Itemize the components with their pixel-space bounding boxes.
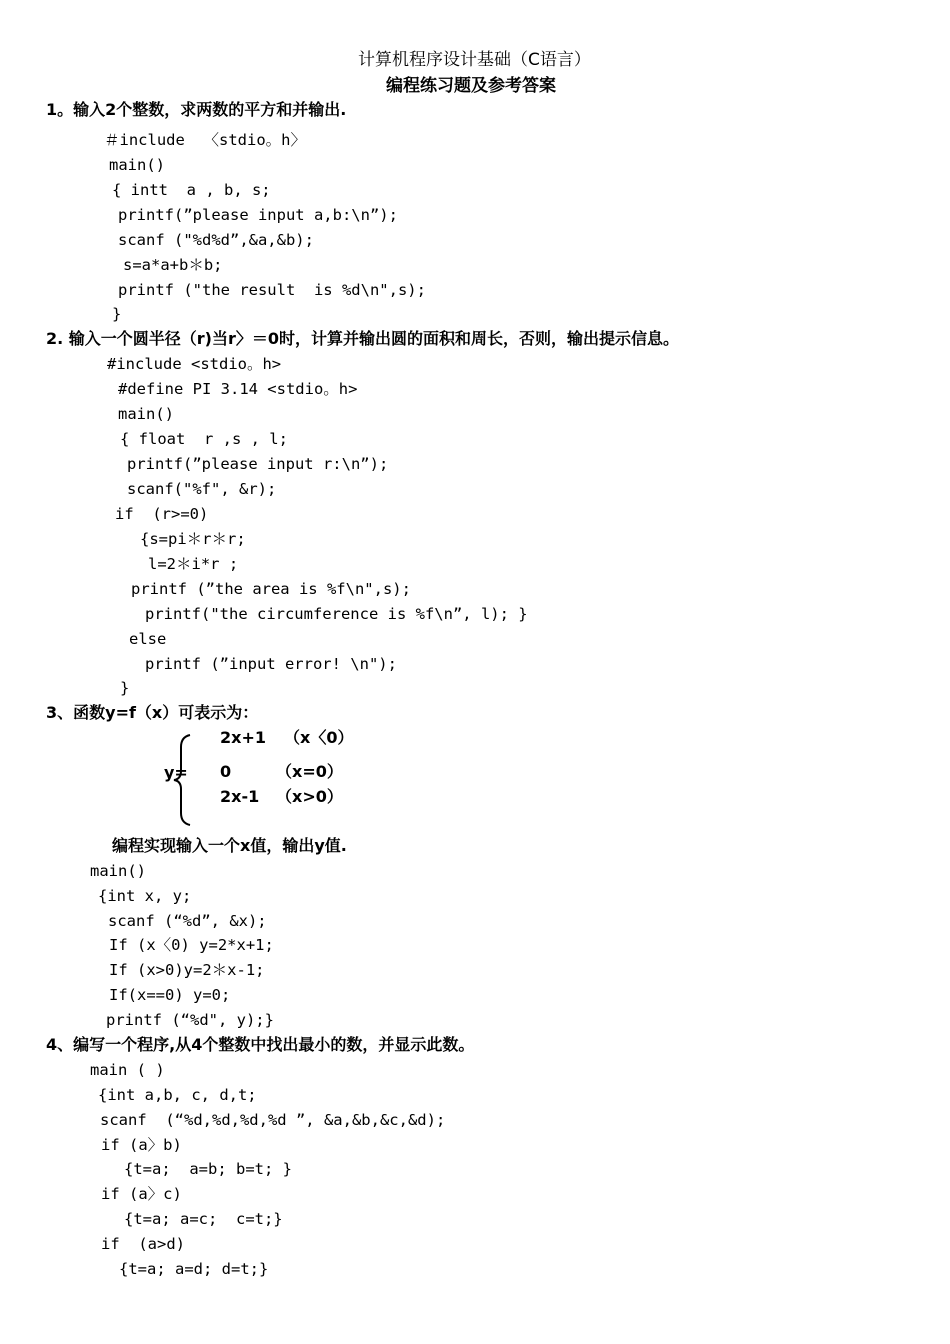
- page-title: 计算机程序设计基础（C语言）: [358, 50, 591, 70]
- piecewise-cond: （x>0）: [276, 787, 343, 806]
- code-line: #define PI 3.14 <stdio。h>: [118, 380, 358, 398]
- code-line: If(x==0) y=0;: [109, 986, 231, 1004]
- question-4: 4、编写一个程序,从4个整数中找出最小的数，并显示此数。: [46, 1035, 475, 1054]
- piecewise-cond: （x〈0）: [284, 728, 354, 747]
- code-line: {t=a; a=b; b=t; }: [124, 1160, 292, 1178]
- code-line: { intt a , b, s;: [112, 181, 271, 199]
- code-line: }: [112, 305, 122, 323]
- code-line: scanf (“%d,%d,%d,%d ”, &a,&b,&c,&d);: [100, 1111, 446, 1129]
- code-line: {int x, y;: [98, 887, 192, 905]
- code-line: printf (”the area is %f\n",s);: [131, 580, 411, 598]
- code-line: If (x〈0) y=2*x+1;: [109, 936, 274, 954]
- code-line: {int a,b, c, d,t;: [98, 1086, 257, 1104]
- code-line: printf (“%d", y);}: [106, 1011, 274, 1029]
- code-line: s=a*a+b＊b;: [123, 256, 223, 274]
- code-line: scanf("%f", &r);: [127, 480, 277, 498]
- code-line: printf(”please input a,b:\n”);: [118, 206, 398, 224]
- code-line: }: [120, 679, 130, 697]
- piecewise-brace: [172, 733, 192, 827]
- code-line: if (a〉c): [101, 1185, 182, 1203]
- piecewise-expr: 2x+1: [220, 728, 266, 747]
- code-line: #include <stdio。h>: [107, 355, 282, 373]
- code-line: if (a〉b): [101, 1136, 182, 1154]
- question-3-task: 编程实现输入一个x值，输出y值.: [112, 836, 347, 855]
- page-subtitle: 编程练习题及参考答案: [386, 76, 556, 96]
- code-line: printf (”input error! \n");: [145, 655, 397, 673]
- piecewise-cond: （x=0）: [276, 762, 343, 781]
- code-line: scanf ("%d%d”,&a,&b);: [118, 231, 314, 249]
- code-line: main(): [109, 156, 165, 174]
- piecewise-expr: 0: [220, 762, 232, 781]
- code-line: else: [129, 630, 167, 648]
- code-line: {t=a; a=d; d=t;}: [119, 1260, 269, 1278]
- code-line: l=2＊i*r ;: [148, 555, 239, 573]
- code-line: main ( ): [90, 1061, 165, 1079]
- code-line: printf("the circumference is %f\n”, l); }: [145, 605, 528, 623]
- question-3: 3、函数y=f（x）可表示为：: [46, 703, 259, 722]
- code-line: main(): [118, 405, 174, 423]
- code-line: { float r ,s , l;: [120, 430, 288, 448]
- code-line: printf(”please input r:\n”);: [127, 455, 389, 473]
- question-2: 2. 输入一个圆半径（r)当r〉＝0时，计算并输出圆的面积和周长，否则，输出提示信息。: [46, 329, 680, 348]
- code-line: if (a>d): [101, 1235, 185, 1253]
- code-line: if (r>=0): [115, 505, 209, 523]
- code-line: ＃include 〈stdio。h〉: [104, 131, 306, 149]
- code-line: main(): [90, 862, 146, 880]
- piecewise-y-label: y=: [164, 763, 188, 782]
- piecewise-expr: 2x-1: [220, 787, 260, 806]
- question-1: 1。输入2个整数，求两数的平方和并输出.: [46, 100, 347, 119]
- code-line: {t=a; a=c; c=t;}: [124, 1210, 283, 1228]
- code-line: printf ("the result is %d\n",s);: [118, 281, 426, 299]
- code-line: scanf (“%d”, &x);: [108, 912, 267, 930]
- code-line: If (x>0)y=2＊x-1;: [109, 961, 265, 979]
- code-line: {s=pi＊r＊r;: [140, 530, 246, 548]
